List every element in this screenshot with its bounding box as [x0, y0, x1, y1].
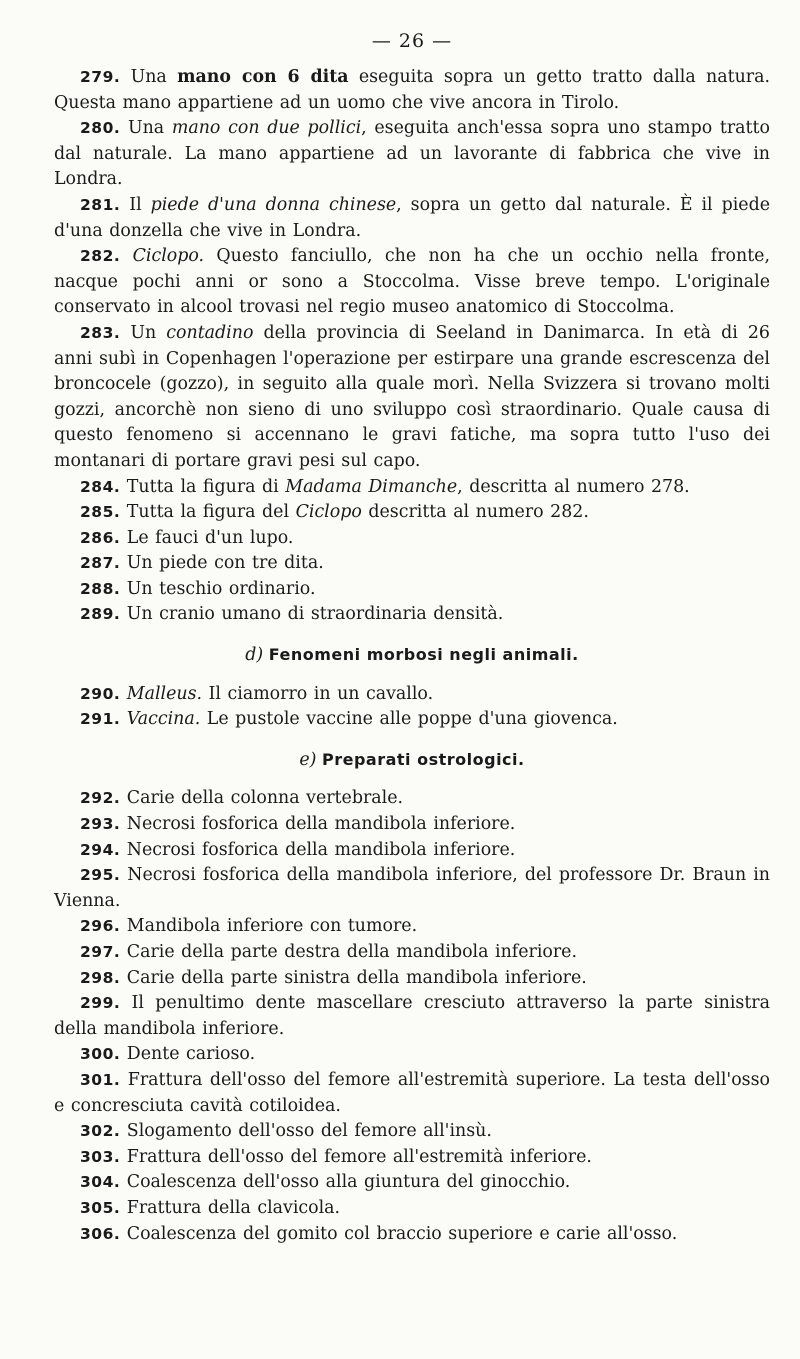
catalog-entry	[54, 682, 770, 708]
entry-text: Una	[120, 118, 172, 139]
entry-text: , descritta al numero 278.	[457, 476, 690, 497]
catalog-entry	[54, 838, 770, 864]
section-letter-d: d)	[245, 645, 264, 666]
entry-text: Un	[120, 322, 167, 343]
entry-text: Un piede con tre dita.	[120, 553, 324, 574]
catalog-entry	[54, 1119, 770, 1145]
catalog-entry	[54, 65, 770, 116]
catalog-entry	[54, 500, 770, 526]
section-letter-e: e)	[299, 749, 317, 770]
entry-text: Il	[120, 194, 151, 215]
entries-block-2	[54, 682, 770, 733]
entry-number: 306.	[80, 1224, 121, 1243]
entry-text	[120, 67, 130, 87]
entry-number: 287.	[80, 554, 121, 573]
entry-text: Carie della parte sinistra della mandibola inferiore.	[120, 967, 587, 988]
entry-text: Una	[130, 67, 178, 87]
entry-number: 299.	[80, 994, 121, 1013]
entry-text	[120, 246, 132, 266]
entry-number: 302.	[80, 1122, 121, 1141]
entry-text: Carie della parte destra della mandibola inferiore.	[120, 942, 577, 962]
entry-number: 297.	[80, 943, 121, 961]
catalog-entry	[54, 1196, 770, 1222]
entry-text: Tutta la figura del	[120, 502, 296, 523]
entry-text: Un teschio ordinario.	[120, 578, 316, 599]
entry-text: eseguita sopra un getto tratto dalla natura. Questa mano appartiene ad un uomo che vive ancora in Tirolo.	[54, 67, 771, 113]
catalog-entry	[54, 321, 770, 475]
catalog-entry	[54, 475, 770, 501]
entry-number: 298.	[80, 968, 121, 987]
entry-number: 285.	[80, 503, 121, 522]
entry-number: 283.	[80, 323, 121, 342]
entry-number: 291.	[80, 710, 121, 729]
catalog-entry	[54, 244, 770, 321]
entry-number: 281.	[80, 195, 121, 214]
entry-text: Necrosi fosforica della mandibola inferiore.	[120, 814, 516, 835]
catalog-entry	[54, 602, 770, 628]
entry-number: 301.	[80, 1070, 121, 1089]
catalog-entry	[54, 116, 770, 193]
entry-number: 282.	[80, 247, 121, 266]
entry-text: descritta al numero 282.	[361, 502, 589, 523]
entry-italic-text: mano con due pollici	[171, 118, 362, 139]
catalog-entry	[54, 551, 770, 577]
entry-italic-text: Malleus.	[126, 683, 203, 704]
entry-number: 303.	[80, 1147, 121, 1166]
entry-number: 279.	[80, 68, 121, 86]
entry-number: 305.	[80, 1198, 121, 1217]
entry-text: Mandibola inferiore con tumore.	[120, 916, 418, 937]
entry-text: Tutta la figura di	[120, 476, 286, 497]
section-title-d: Fenomeni morbosi negli animali.	[268, 645, 579, 665]
catalog-entry	[54, 991, 770, 1042]
section-title-e: Preparati ostrologici.	[321, 749, 525, 769]
entry-text: Coalescenza del gomito col braccio superiore e carie all'osso.	[120, 1223, 678, 1244]
entry-number: 280.	[80, 119, 121, 138]
entry-text: Le pustole vaccine alle poppe d'una giovenca.	[200, 709, 618, 730]
entry-text: Necrosi fosforica della mandibola inferiore.	[120, 839, 516, 860]
section-heading-e	[54, 747, 770, 774]
catalog-entry	[54, 914, 770, 940]
section-heading-d	[54, 642, 770, 669]
entry-number: 288.	[80, 579, 121, 598]
page-number: — 26 —	[371, 30, 453, 52]
entry-number: 293.	[80, 815, 121, 834]
entry-number: 286.	[80, 528, 121, 547]
entry-text: Dente carioso.	[120, 1044, 256, 1065]
catalog-entry	[54, 1170, 770, 1196]
entry-number: 296.	[80, 917, 121, 936]
entry-text: Coalescenza dell'osso alla giuntura del ginocchio.	[120, 1172, 571, 1193]
entry-number: 290.	[80, 684, 121, 703]
entry-text: Slogamento dell'osso del femore all'insù.	[120, 1121, 492, 1142]
catalog-entry	[54, 193, 770, 244]
entry-number: 289.	[80, 605, 121, 624]
entry-text: Le fauci d'un lupo.	[120, 527, 294, 548]
entry-text: Questo fanciullo, che non ha che un occhio nella fronte, nacque pochi anni or sono a Stoccolma. Visse breve tempo. L'originale conservato in alcool trovasi nel regio museo anatomico di Stoccolma.	[54, 246, 770, 318]
entry-text: Carie della colonna vertebrale.	[120, 788, 404, 809]
catalog-entry	[54, 1222, 770, 1248]
entry-text: , sopra un getto dal naturale. È il piede d'una donzella che vive in Londra.	[54, 194, 770, 241]
entry-text: Un cranio umano di straordinaria densità.	[120, 604, 504, 625]
entry-text: Necrosi fosforica della mandibola inferiore, del professore Dr. Braun in Vienna.	[54, 865, 770, 911]
catalog-entry	[54, 1042, 770, 1068]
entry-number: 304.	[80, 1173, 121, 1192]
entry-italic-text: Vaccina.	[126, 709, 201, 730]
entry-number: 284.	[80, 477, 121, 496]
catalog-entry	[54, 526, 770, 552]
catalog-entry	[54, 863, 770, 914]
entry-bold-text: mano con 6 dita	[177, 67, 349, 87]
catalog-entry	[54, 940, 770, 966]
entries-block-3	[54, 786, 770, 1247]
entry-text: Il penultimo dente mascellare cresciuto attraverso la parte sinistra della mandibola inferiore.	[54, 993, 770, 1039]
entry-text: Frattura dell'osso del femore all'estremità inferiore.	[120, 1146, 592, 1167]
entry-number: 294.	[80, 840, 121, 859]
entry-text: , eseguita anch'essa sopra uno stampo tratto dal naturale. La mano appartiene ad un lavorante di fabbrica che vive in Londra.	[54, 118, 770, 190]
entry-italic-text: contadino	[166, 322, 254, 343]
entry-text: della provincia di Seeland in Danimarca. In età di 26 anni subì in Copenhagen l'operazione per estirpare una grande escrescenza del broncocele (gozzo), in seguito alla quale morì. Nella Svizzera si trovano molti gozzi, ancorchè non sieno di uno sviluppo così straordinario. Quale causa di questo fenomeno si accennano le gravi fatiche, ma sopra tutto l'uso dei montanari di portare gravi pesi sul capo.	[54, 322, 770, 471]
entry-text: Frattura dell'osso del femore all'estremità superiore. La testa dell'osso e concresciuta cavità cotiloidea.	[54, 1069, 770, 1116]
entry-italic-text: Ciclopo	[295, 502, 362, 523]
entry-italic-text: Ciclopo.	[132, 246, 205, 267]
catalog-entry	[54, 786, 770, 812]
entry-italic-text: Madama Dimanche	[285, 476, 458, 497]
entry-text: Il ciamorro in un cavallo.	[202, 683, 434, 704]
catalog-entry	[54, 812, 770, 838]
entry-number: 300.	[80, 1045, 121, 1064]
entry-text: Frattura della clavicola.	[120, 1197, 341, 1218]
catalog-entry	[54, 577, 770, 603]
entries-block-1	[54, 65, 770, 628]
entry-number: 292.	[80, 789, 121, 808]
entry-number: 295.	[80, 866, 121, 885]
catalog-entry	[54, 966, 770, 992]
catalog-entry	[54, 1068, 770, 1119]
catalog-entry	[54, 1145, 770, 1171]
catalog-entry	[54, 707, 770, 733]
entry-italic-text: piede d'una donna chinese	[150, 194, 397, 215]
